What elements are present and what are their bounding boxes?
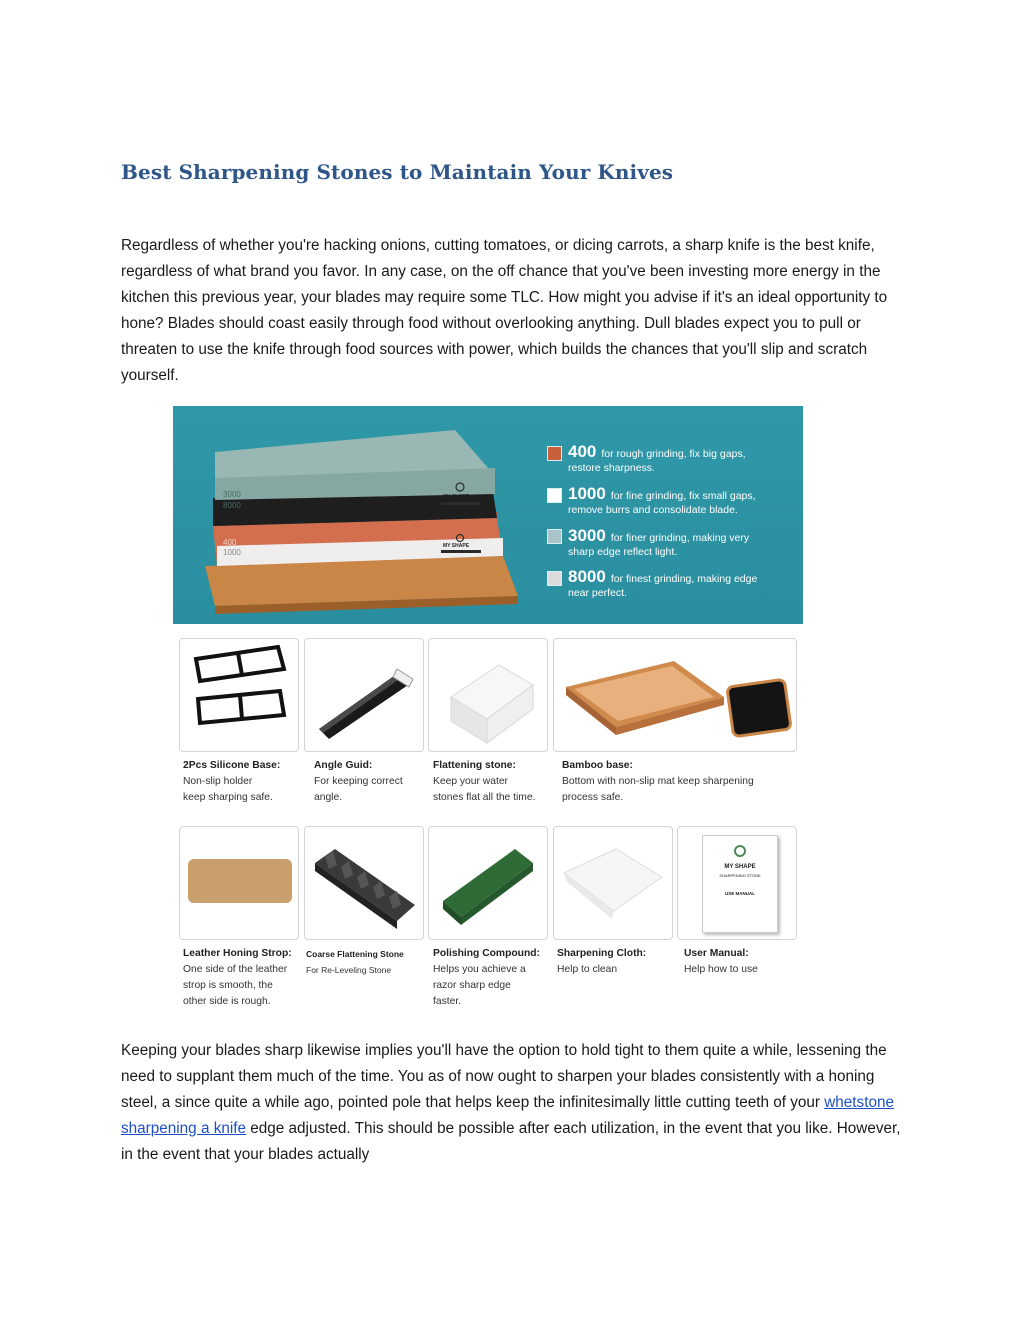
caption-text: For Re-Leveling Stone	[306, 965, 392, 975]
angle-guide-tile	[304, 638, 424, 752]
sharpening-cloth-caption	[557, 946, 646, 978]
grit-swatch	[547, 446, 562, 461]
caption-heading: Leather Honing Strop:	[183, 948, 292, 959]
manual-label: USE MANUAL	[725, 891, 755, 896]
grit-desc: for fine grinding, fix small gaps,	[610, 490, 756, 502]
bamboo-base-image	[554, 639, 796, 751]
sharpening-cloth-image	[554, 827, 672, 939]
silicone-base-caption	[183, 758, 280, 806]
coarse-stone-caption	[306, 946, 404, 978]
silicone-base-image	[180, 639, 298, 751]
stone-grit-label: 8000	[223, 501, 241, 510]
caption-text: Help how to use	[684, 964, 758, 975]
flattening-stone-tile	[428, 638, 548, 752]
caption-text: Non-slip holder	[183, 776, 253, 787]
caption-heading: Angle Guid:	[314, 760, 373, 771]
caption-text: Helps you achieve a	[433, 964, 526, 975]
caption-heading: User Manual:	[684, 948, 749, 959]
manual-sub: SHARPENING STONE	[719, 873, 761, 878]
angle-guide-image	[305, 639, 423, 751]
coarse-stone-image	[305, 827, 423, 939]
caption-heading: 2Pcs Silicone Base:	[183, 760, 281, 771]
leather-strop-image	[180, 827, 298, 939]
caption-text: strop is smooth, the	[183, 980, 273, 991]
stone-banner	[173, 406, 803, 624]
angle-guide-caption	[314, 758, 403, 806]
caption-heading: Coarse Flattening Stone	[306, 949, 404, 959]
user-manual-caption	[684, 946, 758, 978]
grit-value: 1000	[568, 484, 606, 503]
caption-text: process safe.	[562, 792, 624, 803]
stone-grit-label: 3000	[223, 490, 241, 499]
stone-grit-label: 1000	[223, 548, 241, 557]
stone-brand-label: MY SHAPE	[443, 494, 470, 500]
caption-text: Bottom with non-slip mat keep sharpening	[562, 776, 754, 787]
caption-text: keep sharping safe.	[183, 792, 273, 803]
grit-desc: sharp edge reflect light.	[568, 546, 678, 558]
caption-heading: Flattening stone:	[433, 760, 516, 771]
caption-text: other side is rough.	[183, 996, 271, 1007]
flattening-stone-caption	[433, 758, 535, 806]
sharpening-cloth-tile	[553, 826, 673, 940]
grit-1000	[568, 484, 756, 516]
body-paragraph	[121, 1038, 911, 1168]
manual-cover	[702, 835, 778, 933]
caption-heading: Bamboo base:	[562, 760, 633, 771]
page-title: Best Sharpening Stones to Maintain Your Knives	[121, 160, 674, 184]
grit-value: 3000	[568, 526, 606, 545]
grit-desc: restore sharpness.	[568, 462, 655, 474]
grit-swatch	[547, 571, 562, 586]
caption-heading: Polishing Compound:	[433, 948, 540, 959]
polishing-compound-tile	[428, 826, 548, 940]
intro-paragraph: Regardless of whether you're hacking onions, cutting tomatoes, or dicing carrots, a sharp knife is the best knife, regardless of what brand you favor. In any case, on the off chance that you've been investing more energy in the kitchen this previous year, your blades may require some TLC. How might you advise if it's an ideal opportunity to hone? Blades should coast easily through food without overlooking anything. Dull blades expect you to pull or threaten to use the knife through food sources with power, which builds the chances that you'll slip and scratch yourself.	[121, 237, 888, 384]
caption-text: faster.	[433, 996, 462, 1007]
body-text: Keeping your blades sharp likewise implies you'll have the option to hold tight to them quite a while, lessening the need to supplant them much of the time. You as of now ought to sharpen your blades consistently with a honing steel, a since quite a while ago, pointed pole that helps keep the infinitesimally little cutting teeth of your	[121, 1042, 887, 1111]
coarse-stone-tile	[304, 826, 424, 940]
silicone-base-tile	[179, 638, 299, 752]
manual-logo-icon	[733, 844, 747, 858]
caption-text: angle.	[314, 792, 343, 803]
polishing-compound-image	[429, 827, 547, 939]
grit-desc: for rough grinding, fix big gaps,	[601, 448, 746, 460]
user-manual-tile	[677, 826, 797, 940]
caption-text: Help to clean	[557, 964, 618, 975]
manual-brand: MY SHAPE	[724, 864, 756, 870]
grit-swatch	[547, 529, 562, 544]
flattening-stone-image	[429, 639, 547, 751]
grit-3000	[568, 526, 749, 558]
whetstone-illustration	[173, 406, 533, 624]
grit-desc: for finer grinding, making very	[610, 532, 750, 544]
grit-value: 8000	[568, 567, 606, 586]
stone-brand-label: MY SHAPE	[443, 543, 470, 549]
bamboo-base-caption	[562, 758, 754, 806]
whetstone-link[interactable]: whetstone sharpening a knife	[121, 1094, 894, 1137]
body-text: edge adjusted. This should be possible after each utilization, in the event that you like. However, in the event that your blades actually	[121, 1120, 901, 1163]
caption-text: For keeping correct	[314, 776, 403, 787]
grit-400	[568, 442, 746, 474]
grit-8000	[568, 567, 757, 599]
caption-text: Keep your water	[433, 776, 508, 787]
caption-heading: Sharpening Cloth:	[557, 948, 647, 959]
stone-grit-label: 400	[223, 538, 237, 547]
grit-value: 400	[568, 442, 597, 461]
bamboo-base-tile	[553, 638, 797, 752]
polishing-compound-caption	[433, 946, 540, 1010]
grit-desc: for finest grinding, making edge	[610, 573, 758, 585]
grit-desc: remove burrs and consolidate blade.	[568, 504, 738, 516]
grit-desc: near perfect.	[568, 587, 627, 599]
leather-strop-caption	[183, 946, 292, 1010]
caption-text: One side of the leather	[183, 964, 288, 975]
product-image	[173, 406, 803, 1021]
grit-swatch	[547, 488, 562, 503]
caption-text: stones flat all the time.	[433, 792, 536, 803]
leather-strop-tile	[179, 826, 299, 940]
caption-text: razor sharp edge	[433, 980, 511, 991]
